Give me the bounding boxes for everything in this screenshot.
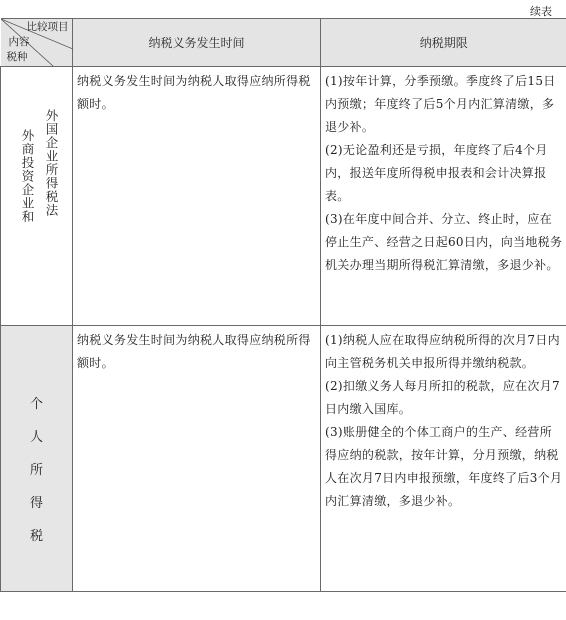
corner-header-cell [1, 19, 73, 67]
period-item: (2)无论盈利还是亏损，年度终了后4个月内，报送年度所得税申报表和会计决算报表。 [325, 143, 548, 203]
period-item: (3)账册健全的个体工商户的生产、经营所得应纳的税款，按年计算，分月预缴，纳税人在次月7日内申报预缴，年度终了后3个月内汇算清缴，多退少补。 [325, 425, 563, 508]
period-item: (3)在年度中间合并、分立、终止时，应在停止生产、经营之日起60日内，向当地税务机关办理当期所得税汇算清缴，多退少补。 [325, 212, 563, 272]
tax-name-cell [1, 326, 73, 592]
table-continued-caption: 续表 [530, 5, 552, 18]
corner-label-tax-type: 税种 [6, 51, 28, 63]
table-row [1, 67, 566, 326]
period-item: (1)纳税人应在取得应纳税所得的次月7日内向主管税务机关申报所得并缴纳税款。 [325, 333, 560, 370]
period-item: (2)扣缴义务人每月所扣的税款，应在次月7日内缴入国库。 [325, 379, 560, 416]
corner-label-compare-item: 比较项目 [26, 21, 69, 33]
occurrence-text: 纳税义务发生时间为纳税人取得应纳税所得额时。 [77, 333, 311, 370]
period-cell [321, 67, 566, 326]
table-header-row [1, 19, 566, 67]
tax-name-vertical: 个人所得税 [29, 397, 43, 544]
period-item: (1)按年计算，分季预缴。季度终了后15日内预缴；年度终了后5个月内汇算清缴，多退少补。 [325, 74, 556, 134]
header-tax-period: 纳税期限 [321, 19, 566, 67]
tax-comparison-table [0, 18, 566, 592]
occurrence-cell [73, 326, 321, 592]
occurrence-cell [73, 67, 321, 326]
corner-label-content: 内容 [8, 36, 30, 48]
period-cell [321, 326, 566, 592]
occurrence-text: 纳税义务发生时间为纳税人取得应纳所得税额时。 [77, 74, 311, 111]
tax-name-line-2: 外国企业所得税法 [44, 109, 59, 217]
table-row [1, 326, 566, 592]
header-occurrence-time: 纳税义务发生时间 [73, 19, 321, 67]
tax-name-line-1: 外商投资企业和 [20, 129, 35, 224]
tax-name-cell [1, 67, 73, 326]
